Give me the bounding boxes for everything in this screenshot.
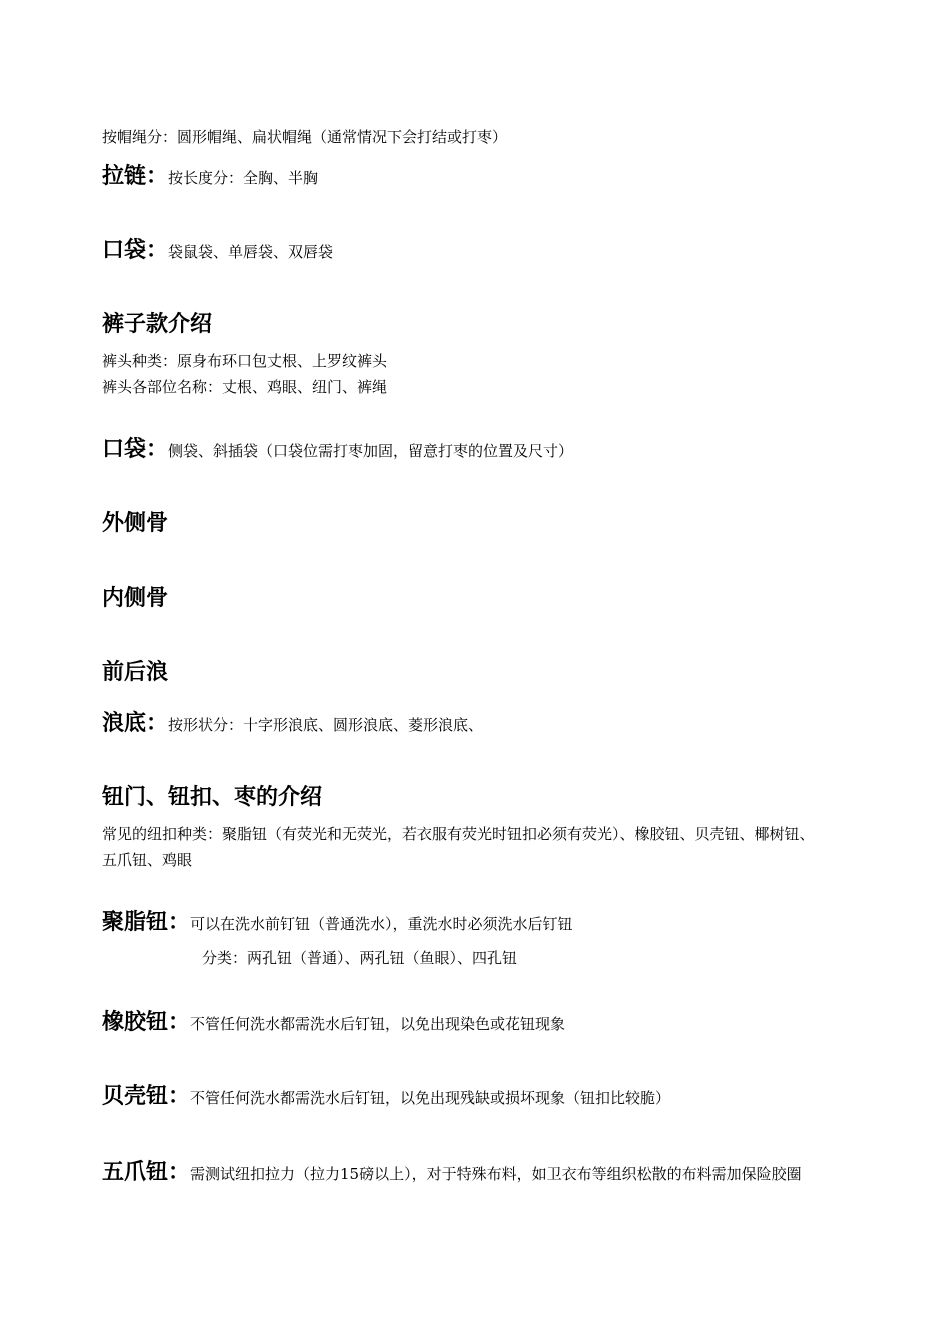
button-types-paragraph: 常见的纽扣种类：聚脂钮（有荧光和无荧光，若衣服有荧光时钮扣必须有荧光）、橡胶钮、贝壳钮、椰树钮、五爪钮、鸡眼 xyxy=(102,825,815,869)
snap-heading: 五爪钮： xyxy=(102,1160,191,1185)
pocket-text: 袋鼠袋、单唇袋、双唇袋 xyxy=(168,243,334,261)
waistband-types-line: 裤头种类：原身布环口包丈根、上罗纹裤头 xyxy=(102,352,388,370)
polyester-subtypes-line: 分类：两孔钮（普通）、两孔钮（鱼眼）、四孔钮 xyxy=(202,949,518,967)
shell-heading: 贝壳钮： xyxy=(102,1084,191,1109)
rise-heading: 前后浪 xyxy=(102,660,169,685)
snap-text: 需测试纽扣拉力（拉力15磅以上），对于特殊布料，如卫衣布等组织松散的布料需加保险胶圈 xyxy=(190,1165,802,1183)
rubber-heading: 橡胶钮： xyxy=(102,1010,191,1035)
zipper-section xyxy=(102,166,822,188)
crotch-section xyxy=(102,713,822,735)
snap-button-section xyxy=(102,1154,814,1193)
polyester-text: 可以在洗水前钉钮（普通洗水），重洗水时必须洗水后钉钮 xyxy=(190,915,573,933)
pocket-heading: 口袋： xyxy=(102,437,169,462)
buttons-section-title: 钮门、钮扣、枣的介绍 xyxy=(102,785,323,810)
hood-pocket-section xyxy=(102,240,822,262)
polyester-heading: 聚脂钮： xyxy=(102,910,191,935)
rubber-button-section xyxy=(102,1012,822,1034)
pocket-text: 侧袋、斜插袋（口袋位需打枣加固，留意打枣的位置及尺寸） xyxy=(168,442,574,460)
rubber-text: 不管任何洗水都需洗水后钉钮，以免出现染色或花钮现象 xyxy=(190,1015,566,1033)
pants-section-title: 裤子款介绍 xyxy=(102,312,213,337)
pocket-heading: 口袋： xyxy=(102,238,169,263)
waistband-parts-line: 裤头各部位名称：丈根、鸡眼、纽门、裤绳 xyxy=(102,378,388,396)
crotch-text: 按形状分：十字形浪底、圆形浪底、菱形浪底、 xyxy=(168,716,484,734)
crotch-heading: 浪底： xyxy=(102,711,169,736)
hat-rope-line: 按帽绳分：圆形帽绳、扁状帽绳（通常情况下会打结或打枣） xyxy=(102,128,508,146)
pants-pocket-section xyxy=(102,439,822,461)
shell-button-section xyxy=(102,1086,822,1108)
shell-text: 不管任何洗水都需洗水后钉钮，以免出现残缺或损坏现象（钮扣比较脆） xyxy=(190,1089,671,1107)
inner-seam-heading: 内侧骨 xyxy=(102,586,169,611)
zipper-text: 按长度分：全胸、半胸 xyxy=(168,169,319,187)
outer-seam-heading: 外侧骨 xyxy=(102,511,169,536)
polyester-button-section xyxy=(102,912,822,934)
zipper-heading: 拉链： xyxy=(102,164,169,189)
